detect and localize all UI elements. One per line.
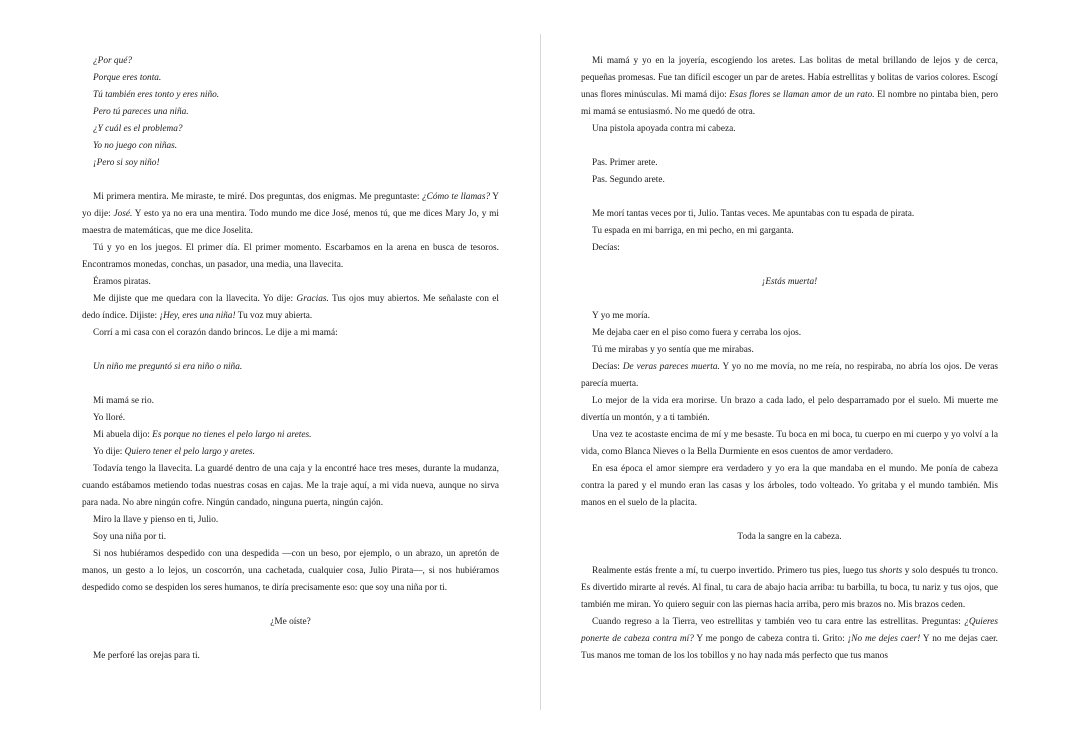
centered-line: Toda la sangre en la cabeza.: [737, 532, 842, 542]
paragraph: Tu espada en mi barriga, en mi pecho, en mi garganta.: [592, 226, 794, 236]
paragraph: Decías:: [592, 243, 620, 253]
paragraph: Mi abuela dijo: Es porque no tienes el pelo largo ni aretes.: [93, 430, 312, 440]
centered-line: ¿Me oíste?: [270, 617, 311, 627]
dialogue-line: ¡Pero si soy niño!: [93, 158, 160, 168]
dialogue-line: Tú también eres tonto y eres niño.: [93, 90, 220, 100]
paragraph: Corrí a mi casa con el corazón dando brincos. Le dije a mi mamá:: [93, 328, 338, 338]
centered-line: ¡Estás muerta!: [761, 277, 818, 287]
paragraph: Lo mejor de la vida era morirse. Un brazo a cada lado, el pelo desparramado por el suelo. Mi muerte me divertía un montón, y a ti también.: [581, 396, 998, 423]
paragraph: Yo dije: Quiero tener el pelo largo y aretes.: [93, 447, 255, 457]
dialogue-line: Porque eres tonta.: [93, 73, 162, 83]
dialogue-line: ¿Y cuál es el problema?: [93, 124, 183, 134]
paragraph: Todavía tengo la llavecita. La guardé dentro de una caja y la encontré hace tres meses, durante la mudanza, cuando estábamos metiendo todas nuestras cosas en cajas. Me la traje aquí, a mi vida nueva, aunque no sirva para nada. No abre ningún cofre. Ningún candado, ninguna puerta, ningún cajón.: [82, 464, 499, 508]
dialogue-line: Yo no juego con niñas.: [93, 141, 178, 151]
paragraph: Yo lloré.: [93, 413, 126, 423]
left-text-column: [82, 53, 499, 665]
paragraph: Me morí tantas veces por ti, Julio. Tantas veces. Me apuntabas con tu espada de pirata.: [592, 209, 915, 219]
quote-line: Un niño me preguntó si era niño o niña.: [93, 362, 243, 372]
dialogue-line: Pero tú pareces una niña.: [93, 107, 189, 117]
paragraph: Éramos piratas.: [93, 277, 151, 287]
paragraph: Miro la llave y pienso en ti, Julio.: [93, 515, 219, 525]
paragraph: Y yo me moría.: [592, 311, 651, 321]
paragraph: Una vez te acostaste encima de mí y me besaste. Tu boca en mi boca, tu cuerpo en mi cuerpo y yo volví a la vida, como Blanca Nieves o la Bella Durmiente en esos cuentos de amor verdadero.: [581, 430, 998, 457]
paragraph: Si nos hubiéramos despedido con una despedida —con un beso, por ejemplo, o un abrazo, un apretón de manos, un gesto a lo lejos, un coscorrón, una cachetada, cualquier cosa, Julio Pirata—, si nos hubiéramos despedido como se despiden los seres humanos, te diría precisamente eso: que soy una niña por ti.: [82, 549, 499, 593]
paragraph: Tú y yo en los juegos. El primer día. El primer momento. Escarbamos en la arena en busca de tesoros. Encontramos monedas, conchas, un pasador, una media, una llavecita.: [82, 243, 499, 270]
paragraph: Pas. Segundo arete.: [592, 175, 665, 185]
paragraph: Decías: De veras pareces muerta. Y yo no me movía, no me reía, no respiraba, no abría los ojos. De veras parecía muerta.: [581, 362, 999, 389]
paragraph: Me dijiste que me quedara con la llavecita. Yo dije: Gracias. Tus ojos muy abiertos. Me señalaste con el dedo índice. Dijiste: ¡Hey, eres una niña! Tu voz muy abierta.: [82, 294, 499, 321]
paragraph: Realmente estás frente a mí, tu cuerpo invertido. Primero tus pies, luego tus shorts y solo después tu tronco. Es divertido mirarte al revés. Al final, tu cara de abajo hacia arriba: tu barbilla, tu boca, tu nariz y tus ojos, que también me miran. Yo quiero seguir con las piernas hacia arriba, pero mis brazos no. Mis brazos ceden.: [581, 566, 998, 610]
paragraph: Me perforé las orejas para ti.: [93, 651, 200, 661]
paragraph: Cuando regreso a la Tierra, veo estrellitas y también veo tu cara entre las estrellitas. Preguntas: ¿Quieres ponerte de cabeza contra mí? Y me pongo de cabeza contra ti. Grito: ¡No me dejes caer! Y no me dejas caer. Tus manos me toman de los los tobillos y no hay nada más perfecto que tus manos: [581, 617, 998, 661]
paragraph: Me dejaba caer en el piso como fuera y cerraba los ojos.: [592, 328, 802, 338]
paragraph: Una pistola apoyada contra mi cabeza.: [592, 124, 736, 134]
paragraph: Mi mamá y yo en la joyería, escogiendo los aretes. Las bolitas de metal brillando de lejos y de cerca, pequeñas promesas. Fue tan difícil escoger un par de aretes. Había estrellitas y bolitas de varios colores. Escogí unas flores minúsculas. Mi mamá dijo: Esas flores se llaman amor de un rato. El nombre no pintaba bien, pero mi mamá se entusiasmó. No me quedó de otra.: [581, 56, 999, 117]
dialogue-line: ¿Por qué?: [93, 56, 132, 66]
paragraph: En esa época el amor siempre era verdadero y yo era la que mandaba en el mundo. Me ponía de cabeza contra la pared y el mundo eran las casas y los árboles, todo volteado. Yo gritaba y el mundo también. Mis manos en el suelo de la placita.: [581, 464, 998, 508]
paragraph: Pas. Primer arete.: [592, 158, 658, 168]
paragraph: Mi mamá se rio.: [93, 396, 154, 406]
right-page: [541, 0, 1080, 747]
right-text-column: [581, 53, 998, 665]
paragraph: Soy una niña por ti.: [93, 532, 167, 542]
paragraph: Tú me mirabas y yo sentía que me mirabas.: [592, 345, 754, 355]
paragraph: Mi primera mentira. Me miraste, te miré. Dos preguntas, dos enigmas. Me preguntaste: ¿Cómo te llamas? Y yo dije: José. Y esto ya no era una mentira. Todo mundo me dice José, menos tú, que me dices Mary Jo, y mi maestra de matemáticas, que me dice Joselita.: [82, 192, 499, 236]
